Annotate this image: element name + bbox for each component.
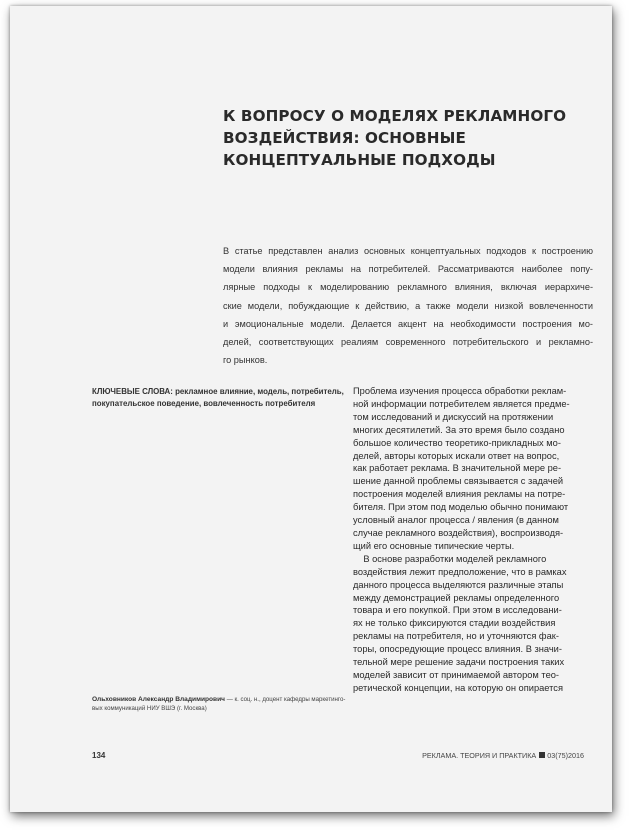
abstract-line: го рынков.: [223, 355, 268, 366]
article-body: [353, 385, 593, 695]
body-line: шение данной проблемы связывается с задачей: [353, 476, 564, 487]
body-line: рекламы на потребителя, но и уточняются фак-: [353, 631, 559, 642]
abstract-line: лярные подходы к моделированию рекламного влияния, включая иерархиче-: [223, 282, 593, 293]
author-info: [92, 695, 346, 713]
body-line: щий его основные типические черты.: [353, 540, 515, 551]
author-affiliation: вых коммуникаций НИУ ВШЭ (г. Москва): [92, 705, 207, 712]
body-line: бителя. При этом под моделью обычно понимают: [353, 502, 569, 513]
author-line: [92, 695, 346, 704]
square-bullet-icon: [539, 752, 545, 758]
body-line: данного процесса выделяются различные этапы: [353, 579, 564, 590]
journal-footer: [422, 751, 584, 760]
body-line: товара и его покупкой. При этом в исследовани-: [353, 605, 562, 616]
body-line: многих десятилетий. За это время было создано: [353, 424, 565, 435]
body-line: случае рекламного воздействия), воспроизводя-: [353, 527, 564, 538]
body-line: ретической концепции, на которую он опирается: [353, 682, 563, 693]
author-name: Ольховников Александр Владимирович: [92, 696, 225, 703]
journal-name: РЕКЛАМА. ТЕОРИЯ И ПРАКТИКА: [422, 751, 537, 760]
title-line: КОНЦЕПТУАЛЬНЫЕ ПОДХОДЫ: [223, 151, 496, 169]
journal-page: [10, 6, 612, 812]
title-line: К ВОПРОСУ О МОДЕЛЯХ РЕКЛАМНОГО: [223, 107, 567, 125]
journal-issue: 03(75)2016: [547, 751, 584, 760]
body-line: тельной мере решение задачи построения таких: [353, 657, 565, 668]
abstract-line: делей, соответствующих реалиям современного потребительского и рекламно-: [223, 337, 593, 348]
body-line: том исследований и дискуссий на протяжении: [353, 411, 554, 422]
article-title: [223, 105, 583, 171]
keywords: [92, 386, 342, 409]
page-number: 134: [92, 751, 106, 760]
keywords-line: покупательское поведение, вовлеченность потребителя: [92, 398, 316, 408]
body-line: как работает реклама. В значительной мере ре-: [353, 463, 562, 474]
title-line: ВОЗДЕЙСТВИЯ: ОСНОВНЫЕ: [223, 129, 466, 147]
body-line: условный аналог процесса / явления (в данном: [353, 515, 559, 526]
abstract-line: и эмоциональные модели. Делается акцент на необходимости построения мо-: [223, 318, 593, 329]
body-line: построения моделей влияния рекламы на потре-: [353, 489, 566, 500]
article-abstract: [223, 242, 593, 369]
abstract-line: модели влияния рекламы на потребителей. Рассматриваются наиболее попу-: [223, 264, 593, 275]
body-line: торы, опосредующие процесс влияния. В значи-: [353, 644, 562, 655]
body-line: между демонстрацией рекламы определенного: [353, 592, 560, 603]
keywords-line: КЛЮЧЕВЫЕ СЛОВА: рекламное влияние, модель, потребитель,: [92, 387, 344, 396]
author-credentials: — к. соц. н., доцент кафедры маркетинго-: [225, 696, 346, 703]
body-line: ной информации потребителем является предме-: [353, 398, 570, 409]
body-line: Проблема изучения процесса обработки реклам-: [353, 386, 567, 396]
body-line: В основе разработки моделей рекламного: [353, 553, 547, 564]
body-line: воздействия лежит предположение, что в рамках: [353, 566, 567, 577]
body-line: моделей зависит от принимаемой автором тео-: [353, 669, 560, 680]
body-line: ях не только фиксируются стадии воздействия: [353, 618, 556, 629]
abstract-line: ские модели, побуждающие к действию, а также модели низкой вовлеченности: [223, 300, 593, 311]
body-line: большое количество теоретико-прикладных мо-: [353, 437, 561, 448]
body-line: делей, авторы которых искали ответ на вопрос,: [353, 450, 560, 461]
abstract-line: В статье представлен анализ основных концептуальных подходов к построению: [223, 246, 593, 256]
